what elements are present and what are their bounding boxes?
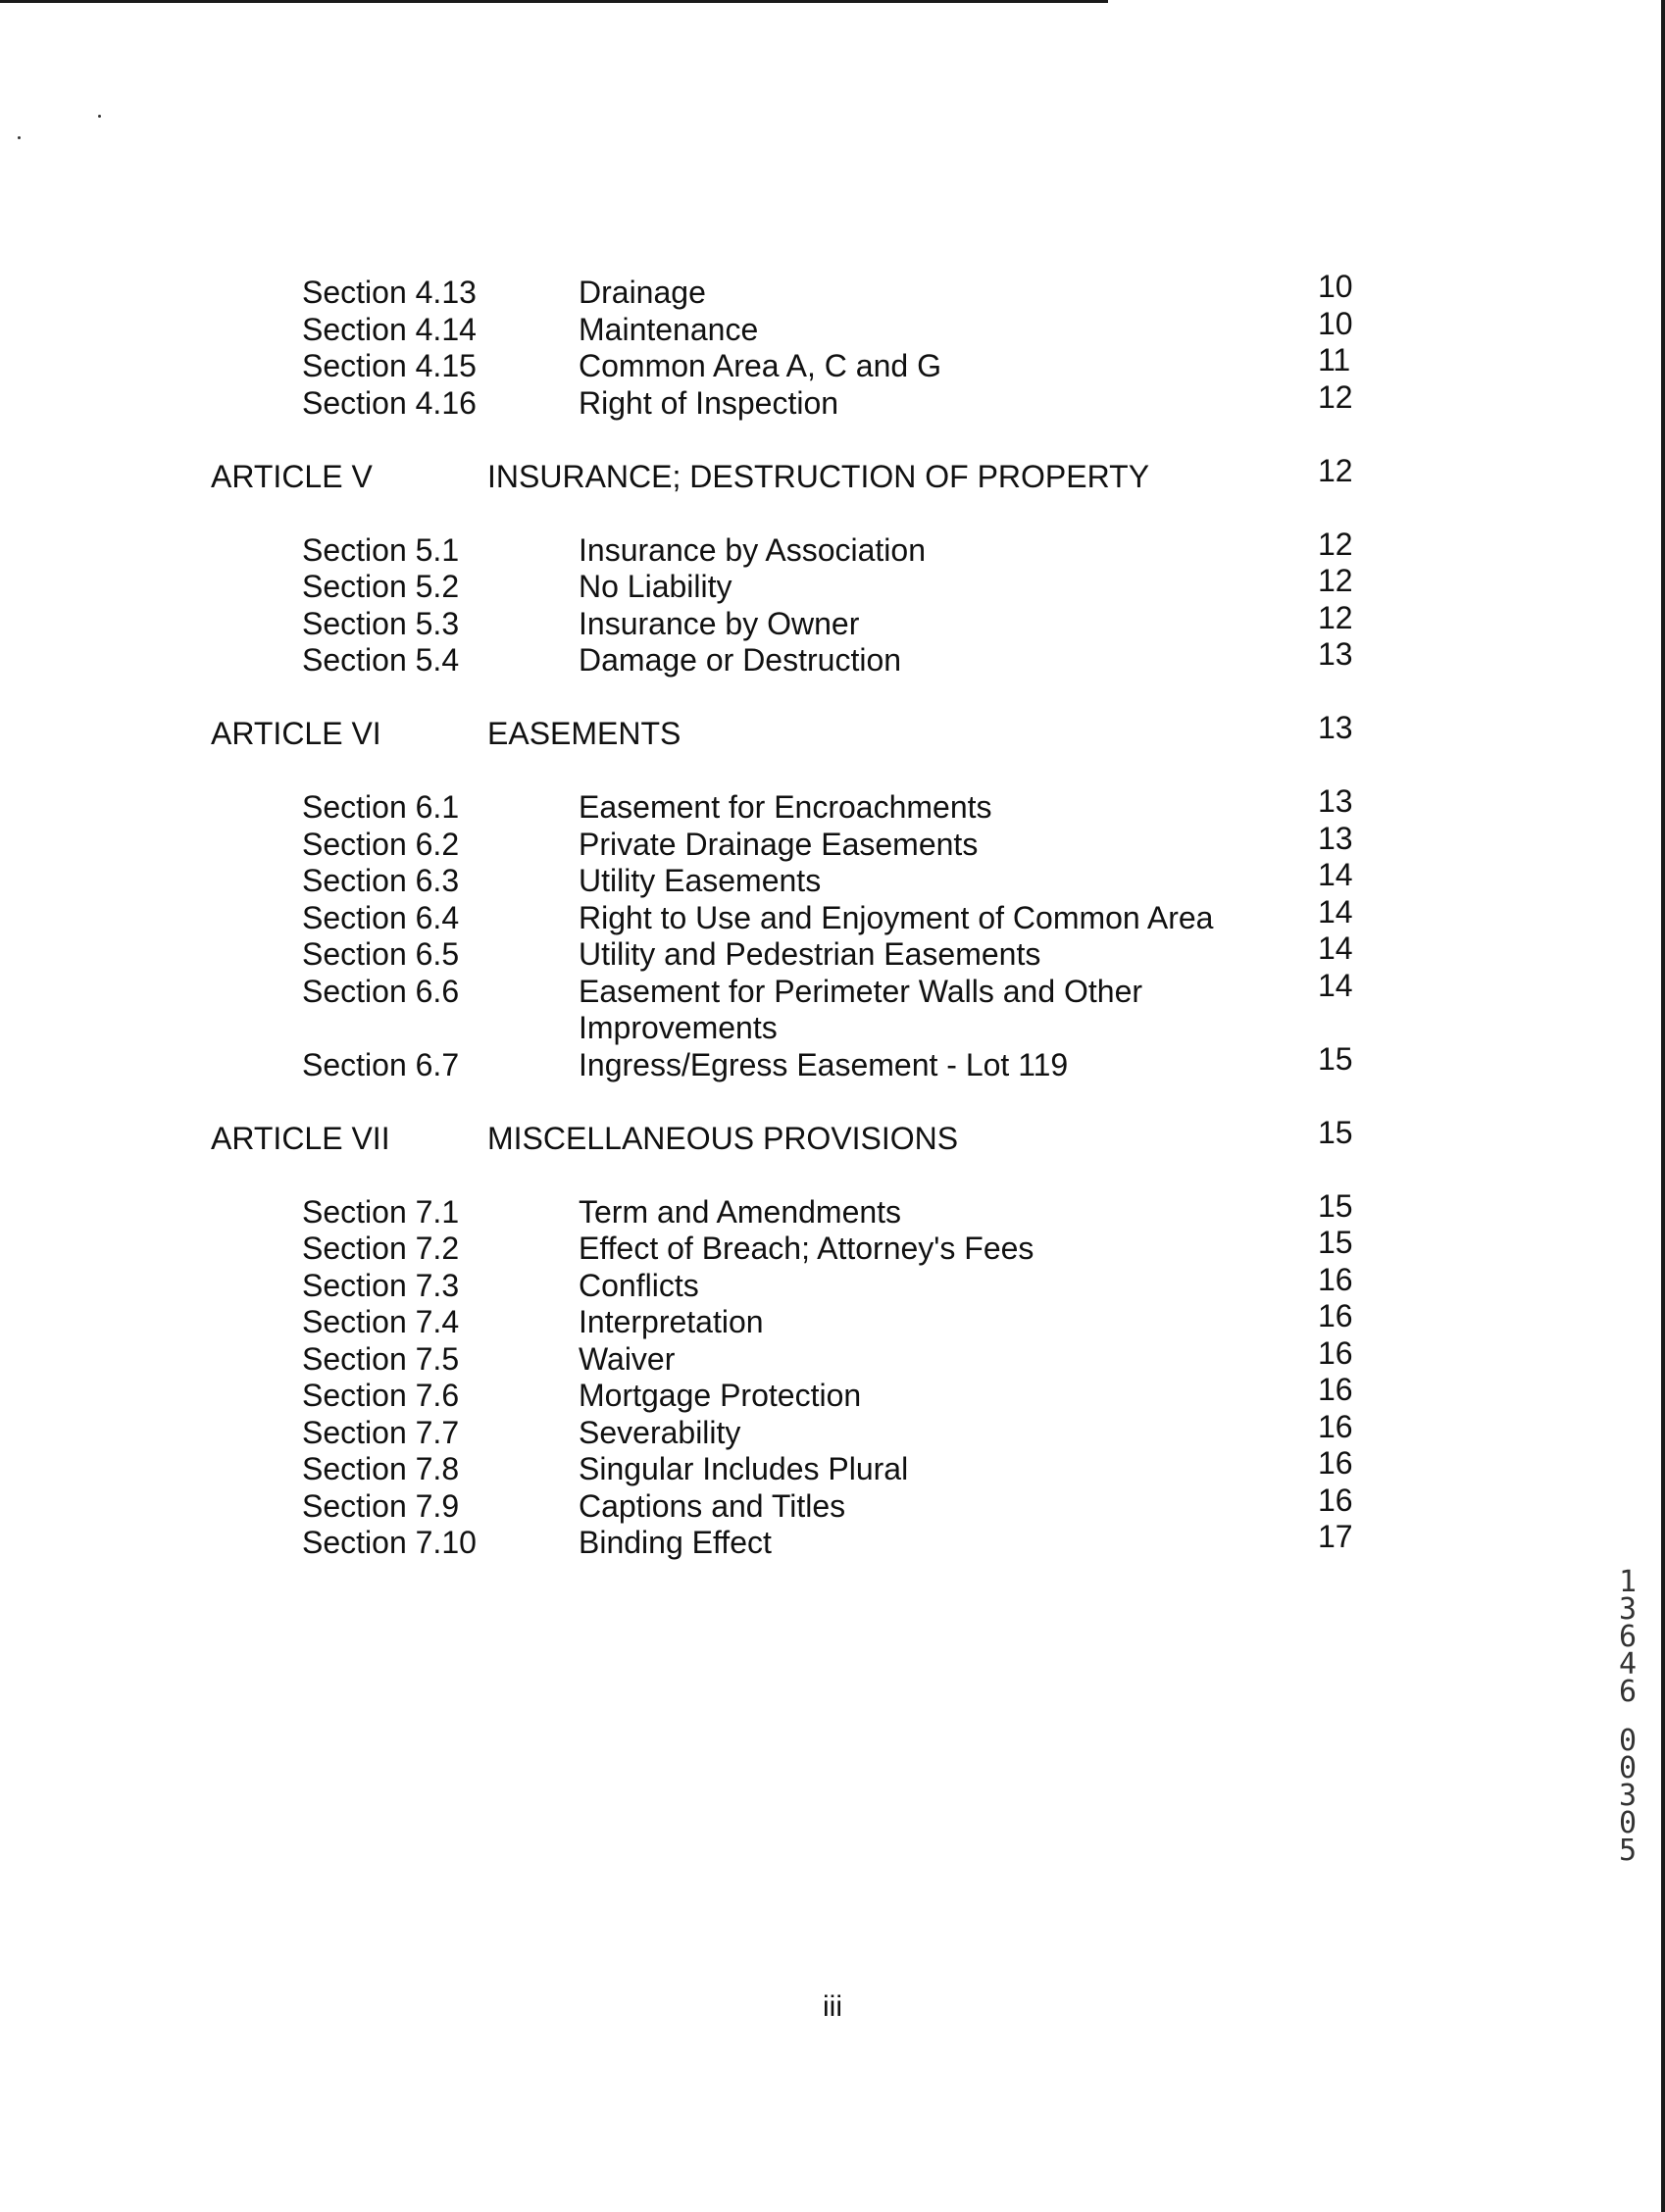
toc-page-number: 16 [1318, 1482, 1353, 1518]
toc-section-label: Section 6.6 [302, 973, 460, 1009]
toc-row-section-4-14 [0, 305, 1665, 349]
spacer [0, 753, 1665, 790]
toc-group-article-v-sections [0, 526, 1665, 679]
toc-section-label: Section 6.7 [302, 1046, 460, 1082]
toc-section-title: Utility and Pedestrian Easements [579, 936, 1041, 972]
toc-section-title: Damage or Destruction [579, 642, 902, 678]
toc-row-section-7-7 [0, 1408, 1665, 1452]
toc-section-title: Ingress/Egress Easement - Lot 119 [579, 1046, 1069, 1082]
scan-speck [18, 136, 21, 139]
toc-section-title: Captions and Titles [579, 1487, 846, 1524]
toc-row-section-6-7 [0, 1040, 1665, 1084]
toc-page-number: 15 [1318, 1040, 1353, 1077]
toc-row-section-5-2 [0, 563, 1665, 606]
toc-page-number: 16 [1318, 1261, 1353, 1297]
scan-speck [98, 115, 101, 118]
toc-section-label: Section 6.3 [302, 863, 460, 898]
toc-section-label: Section 7.8 [302, 1451, 460, 1486]
toc-section-label: Section 4.14 [302, 311, 477, 347]
toc-row-section-6-3 [0, 857, 1665, 900]
toc-row-section-7-8 [0, 1445, 1665, 1488]
toc-group-article-vi-sections [0, 783, 1665, 1083]
toc-page-number: 12 [1318, 452, 1353, 488]
toc-section-title: Easement for Perimeter Walls and Other Improvements [579, 973, 1143, 1045]
spacer [0, 679, 1665, 717]
toc-row-section-7-1 [0, 1187, 1665, 1232]
stamp-digit: 6 [1618, 1675, 1638, 1709]
toc-row-section-6-2 [0, 820, 1665, 864]
toc-row-section-7-10 [0, 1519, 1665, 1562]
toc-section-title: Right of Inspection [579, 384, 839, 421]
toc-section-label: Section 7.3 [302, 1267, 460, 1303]
toc-row-article-v [0, 452, 1665, 496]
toc-section-label: Section 7.7 [302, 1414, 460, 1450]
toc-page-number: 12 [1318, 599, 1353, 635]
toc-row-section-7-3 [0, 1261, 1665, 1305]
toc-row-section-6-1 [0, 783, 1665, 827]
page-number: iii [823, 1990, 842, 2023]
toc-row-section-7-5 [0, 1334, 1665, 1379]
toc-page-number: 13 [1318, 710, 1353, 745]
toc-page-number: 12 [1318, 378, 1353, 415]
toc-section-label: Section 7.5 [302, 1340, 460, 1377]
toc-section-label: Section 7.6 [302, 1378, 460, 1413]
toc-page-number: 11 [1318, 342, 1351, 377]
stamp-digit: 3 [1618, 1592, 1638, 1627]
toc-section-title: Common Area A, C and G [579, 348, 941, 383]
toc-page-number: 16 [1318, 1298, 1353, 1333]
toc-section-title: Conflicts [579, 1267, 699, 1303]
toc-page-number: 16 [1318, 1372, 1353, 1407]
toc-page-number: 15 [1318, 1114, 1353, 1150]
toc-row-section-4-15 [0, 342, 1665, 385]
toc-section-label: Section 7.2 [302, 1231, 460, 1266]
toc-section-label: Section 4.16 [302, 384, 477, 421]
toc-page-number: 16 [1318, 1408, 1353, 1444]
toc-section-title: Term and Amendments [579, 1193, 902, 1230]
toc-row-section-7-4 [0, 1298, 1665, 1341]
toc-section-title: Insurance by Association [579, 531, 926, 568]
toc-row-section-6-5 [0, 930, 1665, 974]
toc-group-article-vii-sections [0, 1187, 1665, 1562]
toc-page-number: 10 [1318, 269, 1353, 304]
toc-row-section-6-6 [0, 967, 1665, 1047]
toc-row-section-4-16 [0, 378, 1665, 423]
toc-page-number: 13 [1318, 636, 1353, 672]
toc-page-number: 15 [1318, 1187, 1353, 1224]
spacer [0, 495, 1665, 532]
toc-page-number: 17 [1318, 1519, 1353, 1554]
toc-row-section-5-1 [0, 526, 1665, 570]
toc-section-label: Section 7.9 [302, 1487, 460, 1524]
toc-row-section-7-9 [0, 1482, 1665, 1526]
toc-section-label: Section 4.13 [302, 275, 477, 310]
top-scan-edge [0, 0, 1108, 3]
stamp-digit: 4 [1618, 1647, 1638, 1682]
toc-row-section-5-3 [0, 599, 1665, 643]
stamp-digit: 0 [1618, 1724, 1638, 1758]
stamp-digit: 0 [1618, 1751, 1638, 1785]
toc-section-label: Section 6.2 [302, 826, 460, 862]
toc-row-section-6-4 [0, 893, 1665, 937]
toc-section-title: Singular Includes Plural [579, 1451, 909, 1486]
toc-section-label: Section 4.15 [302, 348, 477, 383]
toc-section-title: Mortgage Protection [579, 1378, 862, 1413]
toc-row-article-vi [0, 710, 1665, 753]
stamp-digit: 3 [1618, 1779, 1638, 1813]
toc-section-label: Section 5.3 [302, 605, 460, 641]
toc-section-label: Section 7.4 [302, 1304, 460, 1339]
toc-section-title: Right to Use and Enjoyment of Common Area [579, 899, 1214, 935]
toc-page-number: 14 [1318, 893, 1353, 930]
toc-article-label: ARTICLE VI [211, 716, 381, 751]
toc-section-label: Section 5.4 [302, 642, 460, 678]
toc-page-number: 13 [1318, 820, 1353, 856]
toc-group-article-iv-sections [0, 269, 1665, 422]
toc-section-title: Private Drainage Easements [579, 826, 979, 862]
recording-stamp [1608, 1565, 1647, 1868]
toc-section-title: No Liability [579, 569, 732, 604]
toc-page-number: 12 [1318, 563, 1353, 598]
toc-page-number: 14 [1318, 967, 1353, 1003]
toc-section-title: Waiver [579, 1340, 676, 1377]
toc-row-section-4-13 [0, 269, 1665, 312]
toc-page-number: 14 [1318, 930, 1353, 966]
toc-page-number: 13 [1318, 783, 1353, 819]
toc-section-title: Binding Effect [579, 1525, 772, 1560]
toc-section-title: Maintenance [579, 311, 759, 347]
toc-section-label: Section 5.2 [302, 569, 460, 604]
toc-page-number: 15 [1318, 1225, 1353, 1260]
toc-page-number: 16 [1318, 1445, 1353, 1481]
spacer [0, 1083, 1665, 1121]
toc-row-section-5-4 [0, 636, 1665, 679]
toc-section-title: Effect of Breach; Attorney's Fees [579, 1231, 1034, 1266]
toc-article-label: ARTICLE V [211, 458, 373, 494]
toc-section-title: Drainage [579, 275, 706, 310]
toc-section-label: Section 6.4 [302, 899, 460, 935]
table-of-contents [0, 269, 1665, 1562]
stamp-digit: 0 [1618, 1806, 1638, 1840]
stamp-digit: 5 [1618, 1834, 1638, 1868]
stamp-digit: 6 [1618, 1620, 1638, 1654]
toc-row-article-vii [0, 1114, 1665, 1158]
toc-row-section-7-6 [0, 1372, 1665, 1415]
toc-article-label: ARTICLE VII [211, 1120, 390, 1156]
toc-section-title: Severability [579, 1414, 741, 1450]
toc-section-label: Section 6.5 [302, 936, 460, 972]
toc-page-number: 12 [1318, 526, 1353, 562]
toc-article-title: MISCELLANEOUS PROVISIONS [487, 1120, 959, 1156]
toc-section-label: Section 5.1 [302, 531, 460, 568]
toc-page-number: 10 [1318, 305, 1353, 341]
toc-section-title: Easement for Encroachments [579, 789, 992, 825]
toc-article-title: INSURANCE; DESTRUCTION OF PROPERTY [487, 458, 1150, 494]
toc-section-title: Insurance by Owner [579, 605, 860, 641]
toc-section-label: Section 7.1 [302, 1193, 460, 1230]
toc-page-number: 14 [1318, 857, 1353, 892]
toc-section-label: Section 7.10 [302, 1525, 477, 1560]
toc-article-title: EASEMENTS [487, 716, 681, 751]
toc-section-title: Utility Easements [579, 863, 822, 898]
toc-row-section-7-2 [0, 1225, 1665, 1268]
spacer [0, 1157, 1665, 1194]
stamp-digit: 1 [1618, 1565, 1638, 1599]
toc-page-number: 16 [1318, 1334, 1353, 1371]
toc-section-label: Section 6.1 [302, 789, 460, 825]
spacer [0, 422, 1665, 459]
toc-section-title: Interpretation [579, 1304, 764, 1339]
